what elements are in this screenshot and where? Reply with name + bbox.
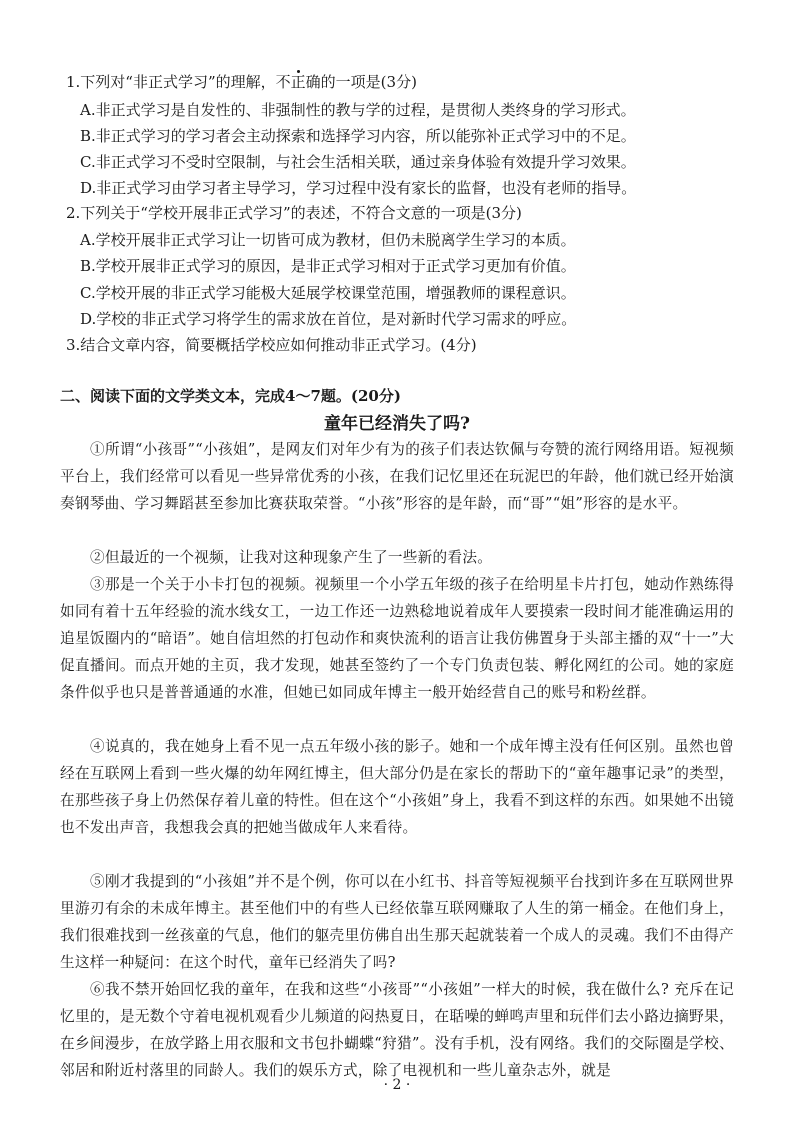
article-paragraph-6: ⑥我不禁开始回忆我的童年，在我和这些“小孩哥”“小孩姐”一样大的时候，我在做什么? 充斥在记忆里的，是无数个守着电视机观看少儿频道的闷热夏日，在聒噪的蝉鸣声里和玩伴们去小路边摘野果，在乡间漫步，在放学路上用衣服和文书包扑蝴蝶“狩猎”。没有手机，没有网络。我们的交际圈是学校、邻居和附近村落里的同龄人。我们的娱乐方式，除了电视机和一些儿童杂志外，就是 [60, 981, 734, 1079]
page-number: · 2 · [383, 1077, 411, 1093]
question-3-stem: 3.结合文章内容，简要概括学校应如何推动非正式学习。(4分) [66, 336, 477, 354]
question-1-option-d: D.非正式学习由学习者主导学习，学习过程中没有家长的监督，也没有老师的指导。 [80, 179, 637, 197]
question-1-option-a: A.非正式学习是自发性的、非强制性的教与学的过程，是贯彻人类终身的学习形式。 [80, 101, 636, 119]
article-paragraph-2: ②但最近的一个视频，让我对这种现象产生了一些新的看法。 [90, 549, 493, 566]
article-paragraph-5: ⑤刚才我提到的“小孩姐”并不是个例，你可以在小红书、抖音等短视频平台找到许多在互联网世界里游刃有余的未成年博主。甚至他们中的有些人已经依靠互联网赚取了人生的第一桶金。在他们身上，我们很难找到一丝孩童的气息，他们的躯壳里仿佛自出生那天起就装着一个成人的灵魂。我们不由得产生这样一种疑问：在这个时代，童年已经消失了吗? [60, 873, 734, 971]
question-1-stem-pre: 1.下列对“非正式学习”的理解， [66, 73, 276, 91]
question-2-option-b: B.学校开展非正式学习的原因，是非正式学习相对于正式学习更加有价值。 [80, 257, 576, 275]
article-paragraph-1: ①所谓“小孩哥”“小孩姐”，是网友们对年少有为的孩子们表达钦佩与夸赞的流行网络用语。短视频平台上，我们经常可以看见一些异常优秀的小孩，在我们记忆里还在玩泥巴的年龄，他们就已经开始演奏钢琴曲、学习舞蹈甚至参加比赛获取荣誉。“小孩”形容的是年龄，而“哥”“姐”形容的是水平。 [60, 441, 734, 512]
question-1-option-c: C.非正式学习不受时空限制，与社会生活相关联，通过亲身体验有效提升学习效果。 [80, 153, 636, 171]
question-1-stem [66, 72, 417, 92]
emphasis-dotted-text: 不正确 [275, 73, 321, 91]
question-2-option-c: C.学校开展的非正式学习能极大延展学校课堂范围，增强教师的课程意识。 [80, 284, 576, 302]
question-2-option-a: A.学校开展非正式学习让一切皆可成为教材，但仍未脱离学生学习的本质。 [80, 231, 576, 249]
article-title: 童年已经消失了吗? [324, 414, 470, 434]
question-2-stem: 2.下列关于“学校开展非正式学习”的表述，不符合文意的一项是(3分) [66, 204, 522, 222]
question-1-stem-post: 的一项是(3分) [320, 73, 417, 91]
question-1-option-b: B.非正式学习的学习者会主动探索和选择学习内容，所以能弥补正式学习中的不足。 [80, 127, 636, 145]
article-paragraph-4: ④说真的，我在她身上看不见一点五年级小孩的影子。她和一个成年博主没有任何区别。虽然也曾经在互联网上看到一些火爆的幼年网红博主，但大部分仍是在家长的帮助下的“童年趣事记录”的类型，在那些孩子身上仍然保存着儿童的特性。但在这个“小孩姐”身上，我看不到这样的东西。如果她不出镜也不发出声音，我想我会真的把她当做成年人来看待。 [60, 738, 734, 836]
article-paragraph-3: ③那是一个关于小卡打包的视频。视频里一个小学五年级的孩子在给明星卡片打包，她动作熟练得如同有着十五年经验的流水线女工，一边工作还一边熟稔地说着成年人要摸索一段时间才能准确运用的追星饭圈内的“暗语”。她自信坦然的打包动作和爽快流利的语言让我仿佛置身于头部主播的双“十一”大促直播间。而点开她的主页，我才发现，她甚至签约了一个专门负责包装、孵化网红的公司。她的家庭条件似乎也只是普普通通的水准，但她已如同成年博主一般开始经营自己的账号和粉丝群。 [60, 576, 734, 701]
question-2-option-d: D.学校的非正式学习将学生的需求放在首位，是对新时代学习需求的呼应。 [80, 310, 577, 328]
section-heading: 二、阅读下面的文学类文本，完成4～7题。(20分) [60, 387, 401, 405]
